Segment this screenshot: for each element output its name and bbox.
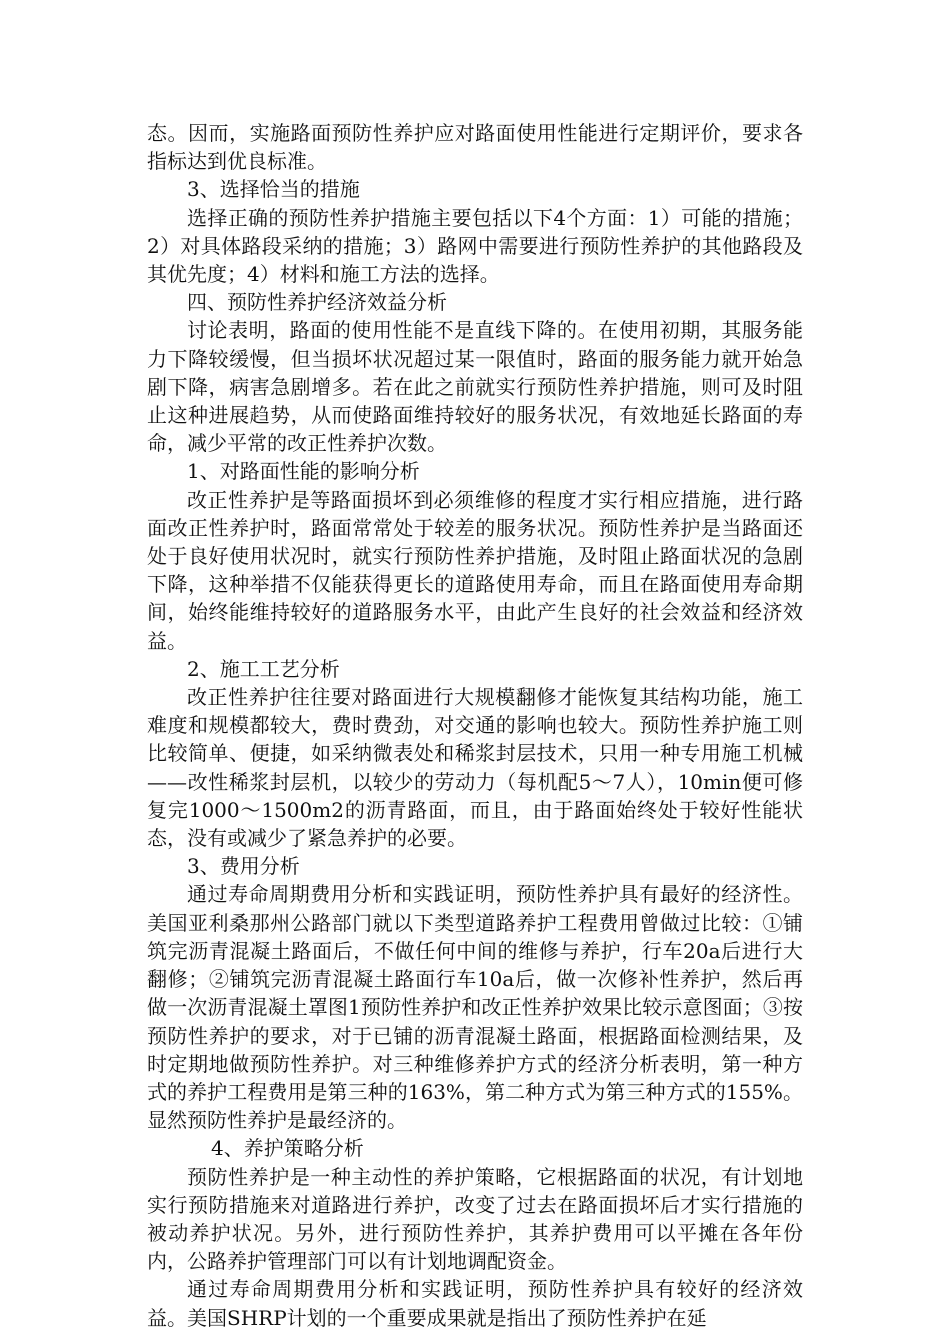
paragraph-continued: 态。因而，实施路面预防性养护应对路面使用性能进行定期评价，要求各指标达到优良标准。 <box>147 121 803 174</box>
paragraph-measures: 选择正确的预防性养护措施主要包括以下4个方面：1）可能的措施；2）对具体路段采纳的措施；3）路网中需要进行预防性养护的其他路段及其优先度；4）材料和施工方法的选择。 <box>147 205 803 287</box>
paragraph-performance: 改正性养护是等路面损坏到必须维修的程度才实行相应措施，进行路面改正性养护时，路面常常处于较差的服务状况。预防性养护是当路面还处于良好使用状况时，就实行预防性养护措施，及时阻止路面状况的急剧下降，这种举措不仅能获得更长的道路使用寿命，而且在路面使用寿命期间，始终能维持较好的道路服务水平，由此产生良好的社会效益和经济效益。 <box>147 487 803 653</box>
paragraph-cost: 通过寿命周期费用分析和实践证明，预防性养护具有最好的经济性。美国亚利桑那州公路部门就以下类型道路养护工程费用曾做过比较：①铺筑完沥青混凝土路面后，不做任何中间的维修与养护，行车20a后进行大翻修；②铺筑完沥青混凝土路面行车10a后，做一次修补性养护，然后再做一次沥青混凝土罩图1预防性养护和改正性养护效果比较示意图面；③按预防性养护的要求，对于已铺的沥青混凝土路面，根据路面检测结果，及时定期地做预防性养护。对三种维修养护方式的经济分析表明，第一种方式的养护工程费用是第三种的163%，第二种方式为第三种方式的155%。显然预防性养护是最经济的。 <box>147 882 803 1133</box>
section-heading-3-measures: 3、选择恰当的措施 <box>187 177 360 202</box>
section-heading-4-economic: 四、预防性养护经济效益分析 <box>187 290 447 315</box>
paragraph-economic: 讨论表明，路面的使用性能不是直线下降的。在使用初期，其服务能力下降较缓慢，但当损坏状况超过某一限值时，路面的服务能力就开始急剧下降，病害急剧增多。若在此之前就实行预防性养护措施，则可及时阻止这种进展趋势，从而使路面维持较好的服务状况，有效地延长路面的寿命，减少平常的改正性养护次数。 <box>147 318 803 456</box>
section-heading-1-performance: 1、对路面性能的影响分析 <box>187 459 420 484</box>
section-heading-4-strategy: 4、养护策略分析 <box>211 1136 364 1161</box>
paragraph-construction: 改正性养护往往要对路面进行大规模翻修才能恢复其结构功能，施工难度和规模都较大，费时费劲，对交通的影响也较大。预防性养护施工则比较简单、便捷，如采纳微表处和稀浆封层技术，只用一种专用施工机械——改性稀浆封层机，以较少的劳动力（每机配5～7人），10min便可修复完1000～1500m2的沥青路面，而且，由于路面始终处于较好性能状态，没有或减少了紧急养护的必要。 <box>147 685 803 851</box>
paragraph-lifecycle: 通过寿命周期费用分析和实践证明，预防性养护具有较好的经济效益。美国SHRP计划的一个重要成果就是指出了预防性养护在延 <box>147 1277 803 1330</box>
section-heading-2-construction: 2、施工工艺分析 <box>187 656 340 681</box>
paragraph-strategy: 预防性养护是一种主动性的养护策略，它根据路面的状况，有计划地实行预防措施来对道路进行养护，改变了过去在路面损坏后才实行措施的被动养护状况。另外，进行预防性养护，其养护费用可以平摊在各年份内，公路养护管理部门可以有计划地调配资金。 <box>147 1164 803 1274</box>
section-heading-3-cost: 3、费用分析 <box>187 854 300 879</box>
document-body <box>147 119 803 1332</box>
